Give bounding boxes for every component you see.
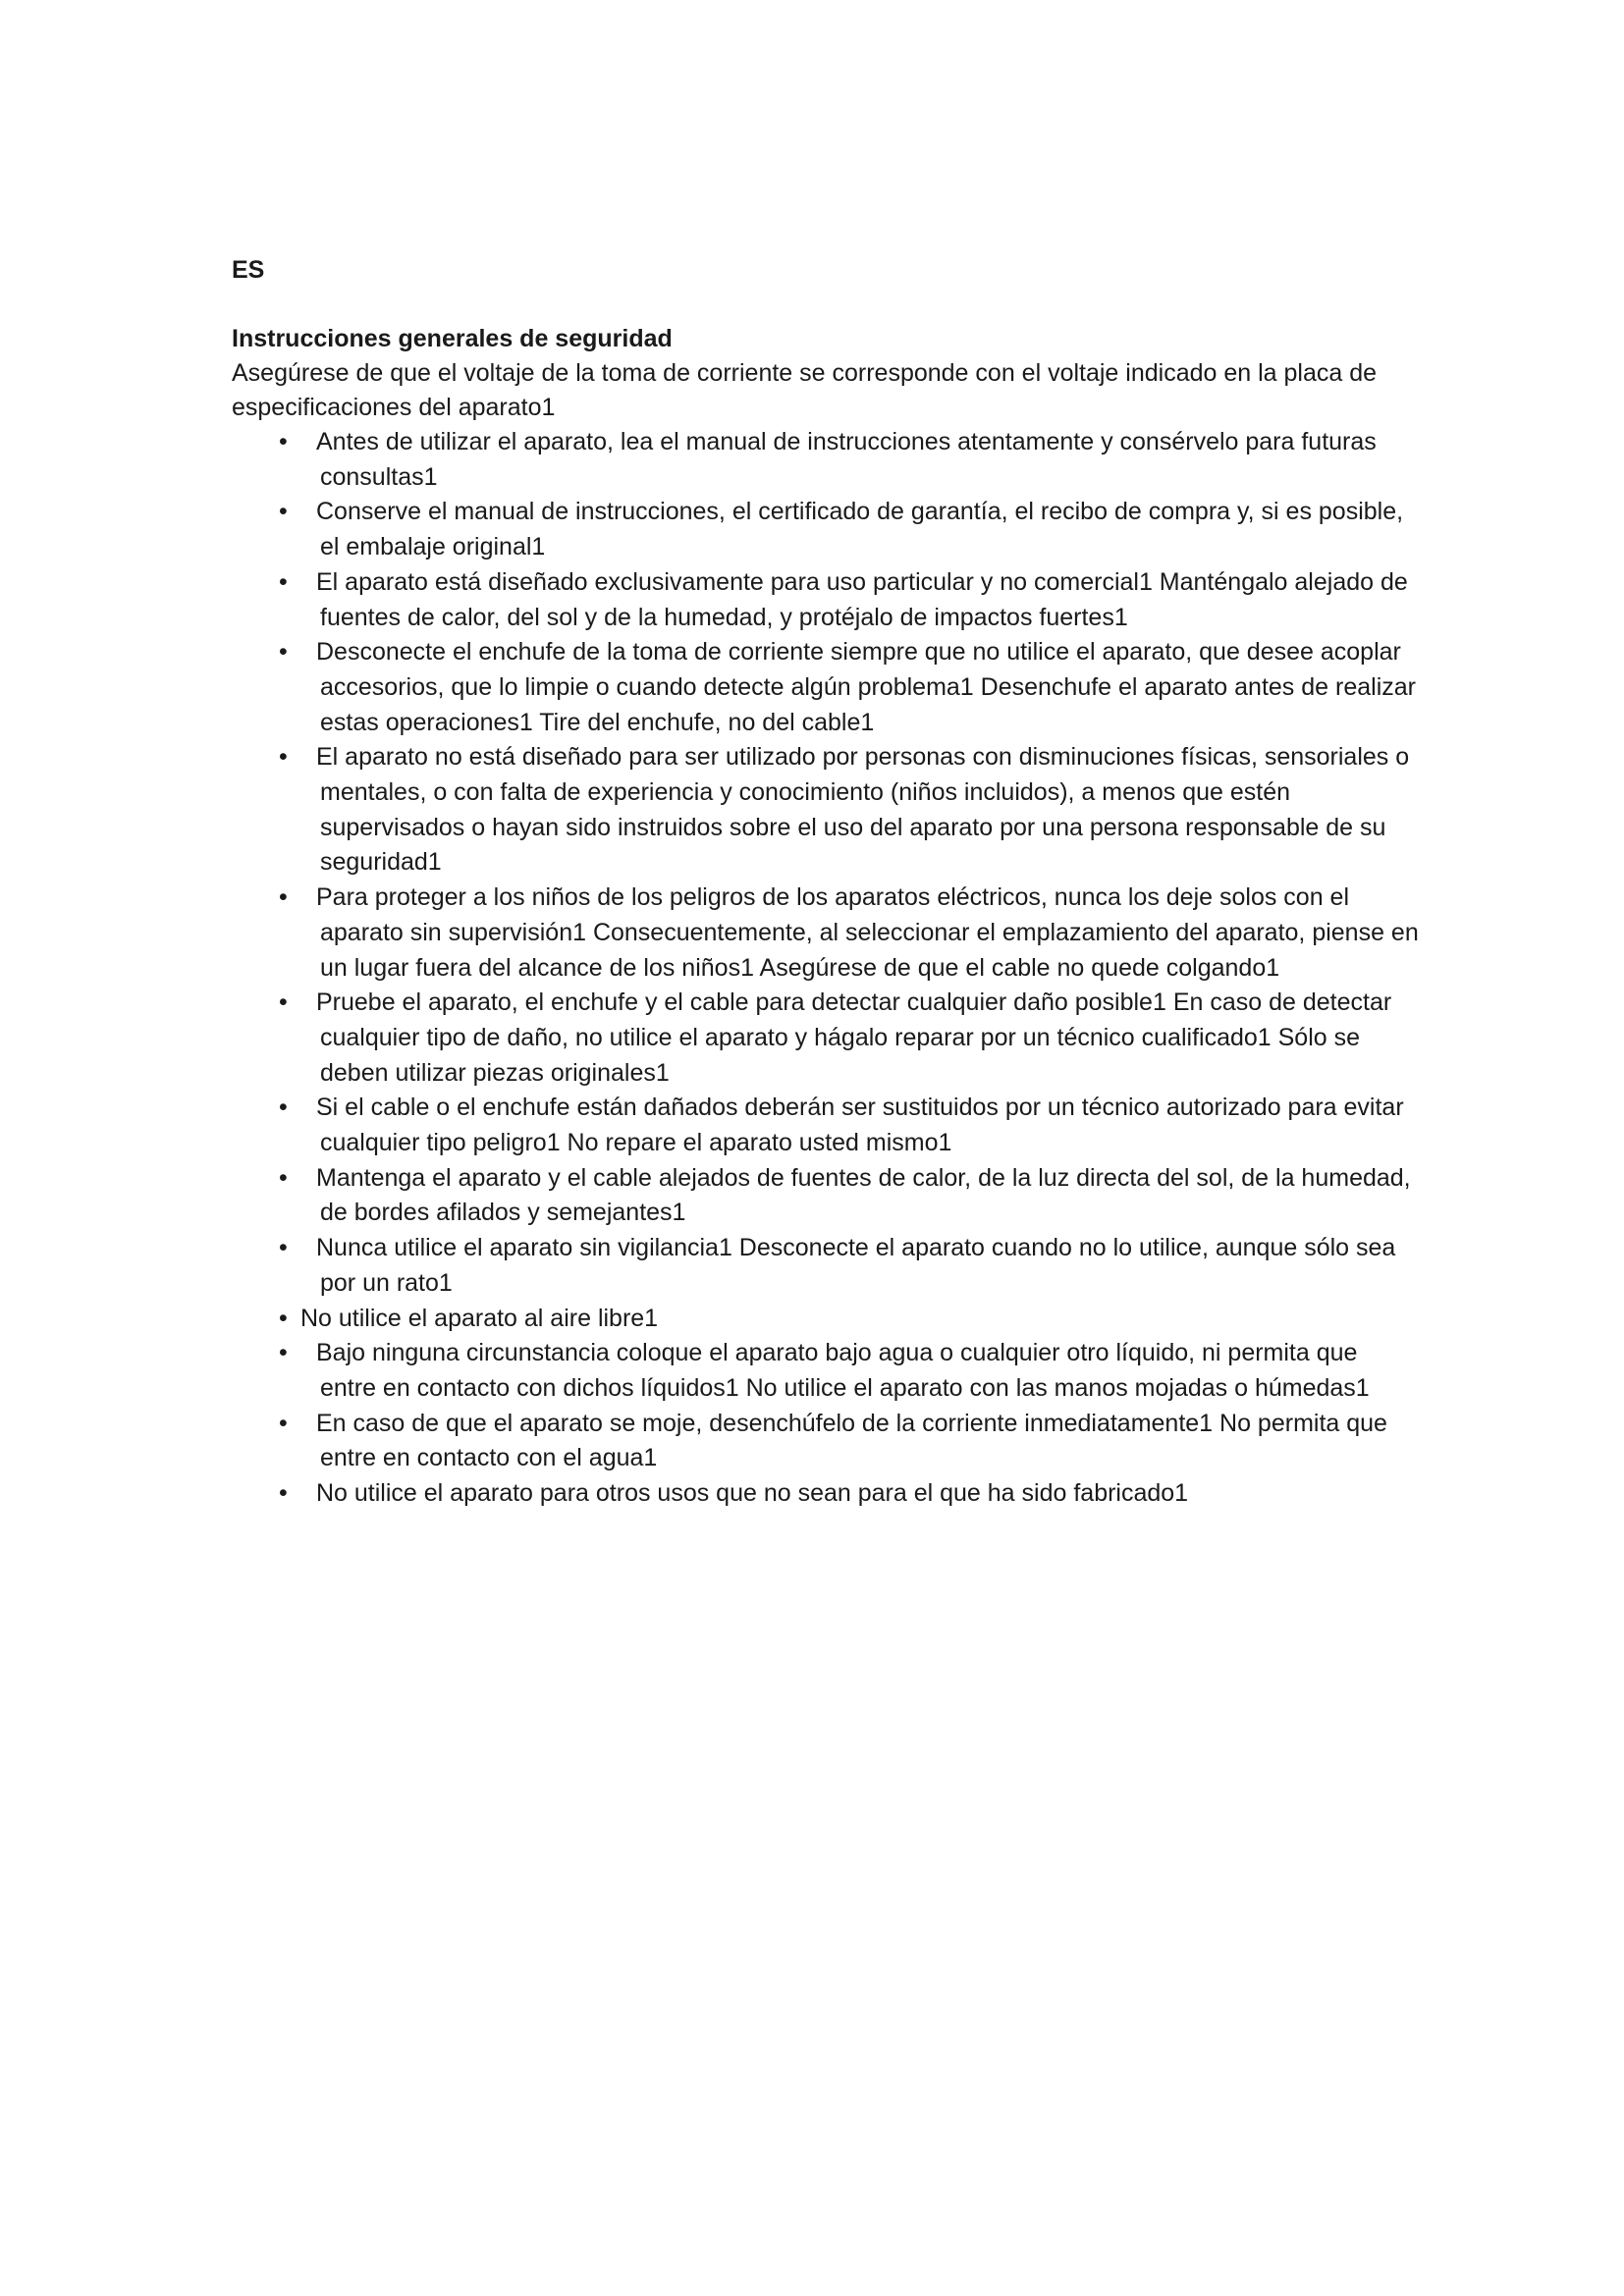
bullet-icon: • [279, 1163, 288, 1192]
bullet-icon: • [279, 638, 288, 667]
bullet-icon: • [279, 1304, 288, 1332]
list-item [232, 1302, 1420, 1337]
list-item-text: Para proteger a los niños de los peligros de los aparatos eléctricos, nunca los deje solos con el aparato sin supervisión1 Consecuentemente, al seleccionar el emplazamiento del aparato, piense en un lugar fuera del alcance de los niños1 Asegúrese de que el cable no quede colgando1 [316, 883, 1419, 982]
list-item [232, 1407, 1420, 1476]
safety-instructions-list [232, 425, 1420, 1512]
safety-section [232, 322, 1420, 1512]
list-item [232, 1476, 1420, 1512]
list-item-text: No utilice el aparato para otros usos que no sean para el que ha sido fabricado1 [316, 1479, 1189, 1508]
list-item-text: El aparato no está diseñado para ser utilizado por personas con disminuciones físicas, sensoriales o mentales, o con falta de experiencia y conocimiento (niños incluidos), a menos que estén supervisados o hayan sido instruidos sobre el uso del aparato por una persona responsable de su seguridad1 [316, 743, 1410, 877]
list-item [232, 1091, 1420, 1160]
list-item [232, 565, 1420, 635]
bullet-icon: • [279, 988, 288, 1017]
list-item-text: El aparato está diseñado exclusivamente para uso particular y no comercial1 Manténgalo alejado de fuentes de calor, del sol y de la humedad, y protéjalo de impactos fuertes1 [316, 567, 1408, 631]
section-heading: Instrucciones generales de seguridad [232, 325, 673, 352]
bullet-icon: • [279, 883, 288, 912]
list-item-text: Nunca utilice el aparato sin vigilancia1 Desconecte el aparato cuando no lo utilice, aunque sólo sea por un rato1 [316, 1234, 1396, 1297]
bullet-icon: • [279, 1479, 288, 1508]
list-item-text: En caso de que el aparato se moje, desenchúfelo de la corriente inmediatamente1 No permita que entre en contacto con el agua1 [316, 1409, 1387, 1472]
list-item-text: Bajo ninguna circunstancia coloque el aparato bajo agua o cualquier otro líquido, ni permita que entre en contacto con dichos líquidos1 No utilice el aparato con las manos mojadas o húmedas1 [316, 1339, 1370, 1402]
list-item [232, 1336, 1420, 1406]
bullet-icon: • [279, 1234, 288, 1262]
list-item-text: Pruebe el aparato, el enchufe y el cable para detectar cualquier daño posible1 En caso de detectar cualquier tipo de daño, no utilice el aparato y hágalo reparar por un técnico cualificado1 Sólo se deben utilizar piezas originales1 [316, 988, 1392, 1087]
bullet-icon: • [279, 1409, 288, 1437]
list-item-text: Desconecte el enchufe de la toma de corriente siempre que no utilice el aparato, que desee acoplar accesorios, que lo limpie o cuando detecte algún problema1 Desenchufe el aparato antes de realizar estas operaciones1 Tire del enchufe, no del cable1 [316, 638, 1416, 736]
bullet-icon: • [279, 428, 288, 455]
list-item [232, 1161, 1420, 1231]
bullet-icon: • [279, 743, 288, 772]
list-item-text: Antes de utilizar el aparato, lea el manual de instrucciones atentamente y consérvelo para futuras consultas1 [316, 428, 1377, 491]
intro-paragraph: Asegúrese de que el voltaje de la toma de corriente se corresponde con el voltaje indicado en la placa de especificaciones del aparato1 [232, 359, 1378, 421]
bullet-icon: • [279, 1094, 288, 1122]
bullet-icon: • [279, 567, 288, 596]
list-item-text: Si el cable o el enchufe están dañados deberán ser sustituidos por un técnico autorizado para evitar cualquier tipo peligro1 No repare el aparato usted mismo1 [316, 1094, 1404, 1157]
list-item [232, 1231, 1420, 1301]
bullet-icon: • [279, 498, 288, 526]
list-item-text: Mantenga el aparato y el cable alejados de fuentes de calor, de la luz directa del sol, de la humedad, de bordes afilados y semejantes1 [316, 1163, 1411, 1227]
list-item [232, 740, 1420, 881]
list-item [232, 495, 1420, 564]
list-item-text: Conserve el manual de instrucciones, el certificado de garantía, el recibo de compra y, si es posible, el embalaje original1 [316, 498, 1404, 561]
bullet-icon: • [279, 1339, 288, 1367]
list-item [232, 635, 1420, 740]
list-item [232, 881, 1420, 986]
list-item [232, 425, 1420, 495]
list-item [232, 986, 1420, 1091]
list-item-text: No utilice el aparato al aire libre1 [300, 1304, 659, 1332]
language-code: ES [232, 256, 265, 284]
